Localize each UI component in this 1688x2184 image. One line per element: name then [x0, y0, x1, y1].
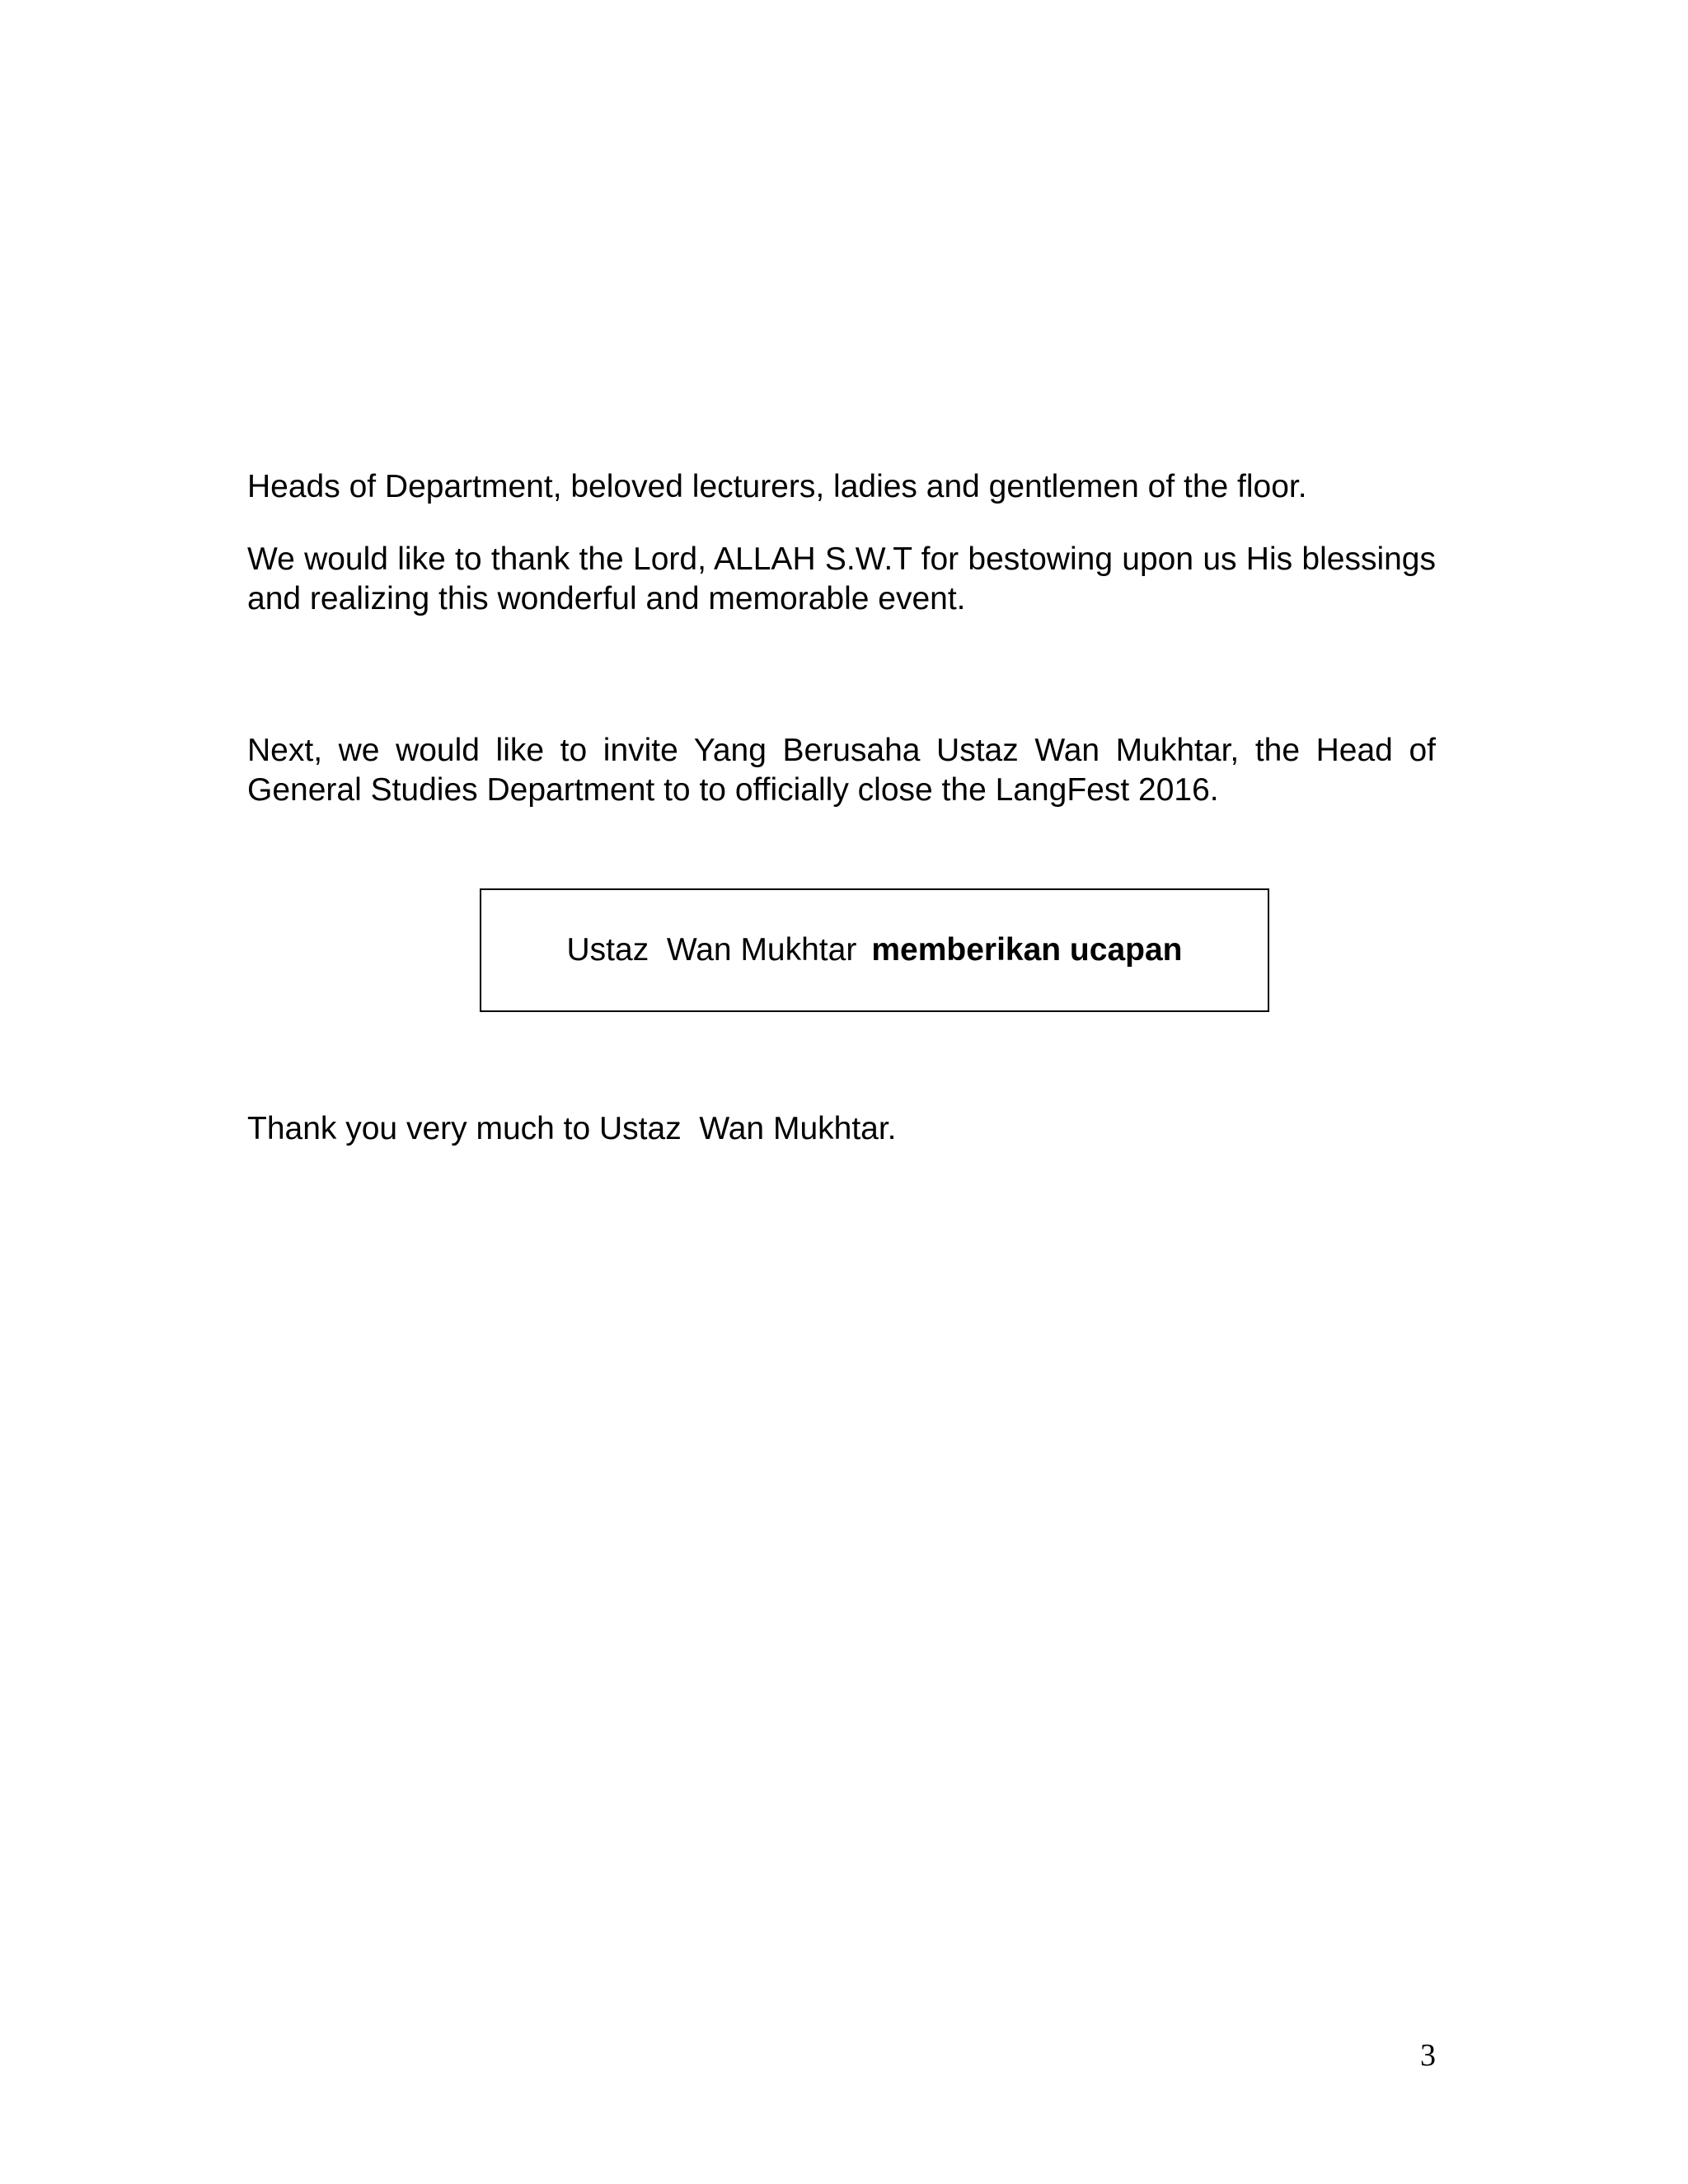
invitation-paragraph: Next, we would like to invite Yang Berusaha Ustaz Wan Mukhtar, the Head of General Studies Department to to officially close the LangFest 2016. — [247, 733, 1436, 808]
greeting-paragraph: Heads of Department, beloved lecturers, ladies and gentlemen of the floor. — [247, 469, 1307, 504]
callout-action-text: memberikan ucapan — [871, 932, 1183, 968]
speech-callout-box — [480, 888, 1269, 1012]
thanks-paragraph: We would like to thank the Lord, ALLAH S.W.T for bestowing upon us His blessings and realizing this wonderful and memorable event. — [247, 541, 1436, 616]
closing-paragraph: Thank you very much to Ustaz Wan Mukhtar. — [247, 1111, 897, 1146]
page-number: 3 — [1420, 2038, 1436, 2073]
callout-speaker-name: Ustaz Wan Mukhtar — [566, 932, 857, 968]
